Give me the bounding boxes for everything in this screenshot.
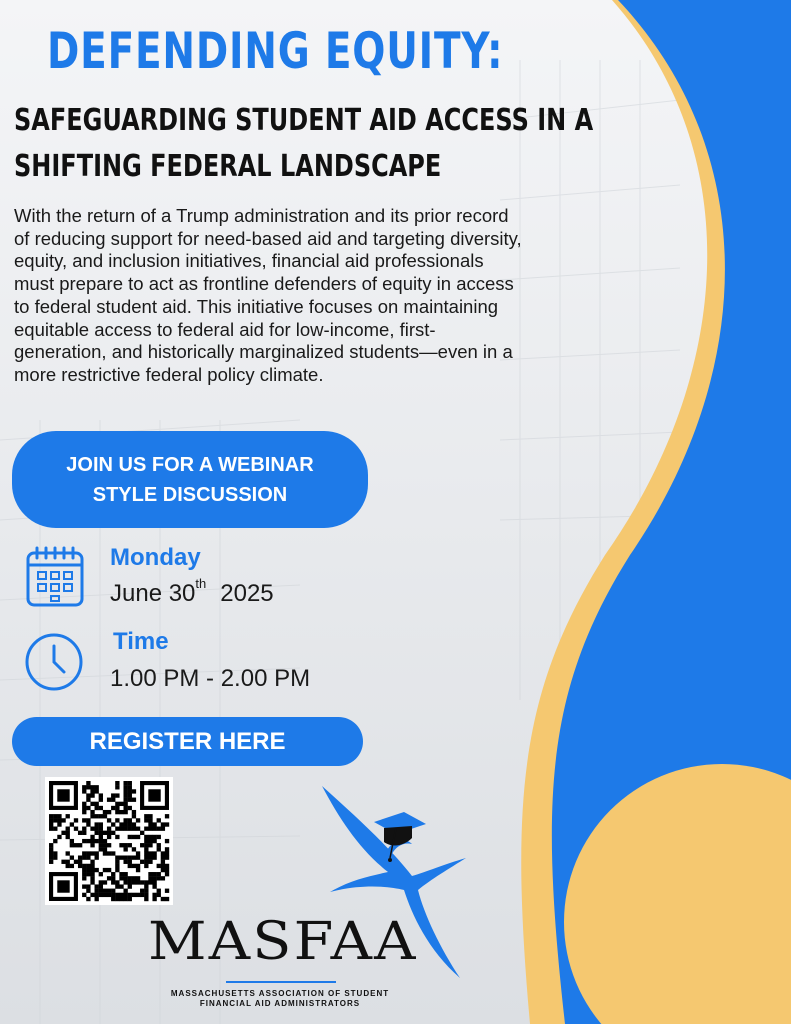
org-name — [155, 989, 405, 1009]
qr-code[interactable] — [45, 777, 173, 905]
time-label: Time — [113, 628, 169, 655]
org-name-line: FINANCIAL AID ADMINISTRATORS — [199, 999, 361, 1008]
event-day: Monday — [110, 544, 201, 571]
subtitle-line: SHIFTING FEDERAL LANDSCAPE — [14, 149, 442, 184]
page-title: DEFENDING EQUITY: — [47, 22, 504, 80]
masfaa-wordmark: MASFAA — [148, 912, 418, 972]
webinar-banner-line: JOIN US FOR A WEBINAR — [66, 453, 314, 476]
event-date-main: June 30 — [110, 580, 196, 607]
description-line: equity, and inclusion initiatives, financial aid professionals — [14, 250, 484, 272]
clock-icon — [24, 632, 84, 692]
description-line: must prepare to act as frontline defenders of equity in access — [14, 273, 514, 295]
description-line: equitable access to federal aid for low-income, first- — [14, 318, 436, 340]
org-name-line: MASSACHUSETTS ASSOCIATION OF STUDENT — [170, 989, 390, 998]
description-line: to federal student aid. This initiative focuses on maintaining — [14, 295, 499, 317]
description-line: of reducing support for need-based aid and targeting diversity, — [14, 227, 522, 249]
time-value: 1.00 PM - 2.00 PM — [110, 665, 311, 692]
description-line: more restrictive federal policy climate. — [14, 363, 324, 385]
event-date — [110, 576, 274, 608]
subtitle — [14, 98, 638, 190]
register-button[interactable]: REGISTER HERE — [12, 717, 363, 766]
webinar-banner-line: STYLE DISCUSSION — [92, 483, 288, 506]
event-date-suffix: th — [195, 576, 207, 591]
description-line: generation, and historically marginalized students—even in a — [14, 341, 513, 363]
webinar-banner — [12, 431, 368, 528]
description-line: With the return of a Trump administration and its prior record — [14, 205, 509, 226]
logo-divider — [226, 981, 336, 983]
calendar-icon — [25, 546, 85, 608]
event-year: 2025 — [220, 580, 274, 607]
description — [14, 205, 604, 387]
subtitle-line: SAFEGUARDING STUDENT AID ACCESS IN A — [14, 103, 594, 138]
